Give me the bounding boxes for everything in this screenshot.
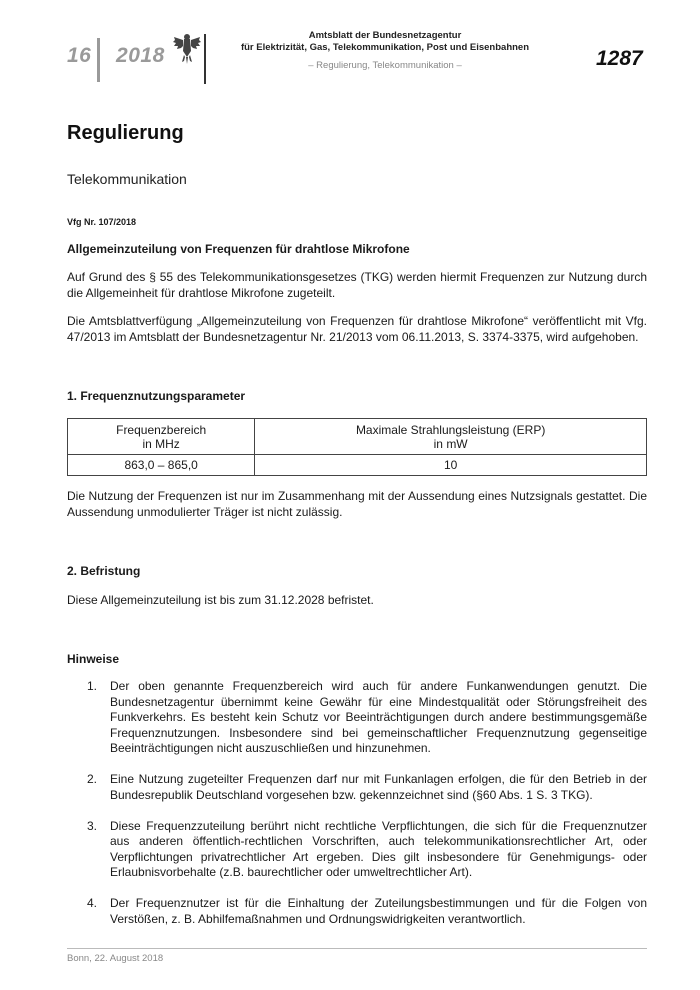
list-item-number: 3. <box>87 818 98 833</box>
gazette-subtitle: – Regulierung, Telekommunikation – <box>308 60 462 71</box>
document-title: Allgemeinzuteilung von Frequenzen für drahtlose Mikrofone <box>67 242 410 256</box>
list-item-text: Eine Nutzung zugeteilter Frequenzen darf nur mit Funkanlagen erfolgen, die für den Betrieb in der Bundesrepublik Deutschland vorgesehen bzw. gekennzeichnet sind (§60 Abs. 1 S. 3 TKG). <box>110 772 647 802</box>
list-item-text: Der oben genannte Frequenzbereich wird auch für andere Funkanwendungen genutzt. Die Bundesnetzagentur übernimmt keine Gewähr für eine Mindestqualität oder Störungsfreiheit des Funkverkehrs. Es besteht kein Schutz vor Beeinträchtigungen durch andere bestimmungsgemäße Frequenznutzungen. Insbesondere sind bei gemeinschaftlicher Frequenznutzung gegenseitige Beeinträchtigungen nicht auszuschließen und hinzunehmen. <box>110 679 647 755</box>
intro-paragraph-2: Die Amtsblattverfügung „Allgemeinzuteilung von Frequenzen für drahtlose Mikrofone“ veröffentlicht mit Vfg. 47/2013 im Amtsblatt der Bundesnetzagentur Nr. 21/2013 vom 06.11.2013, S. 3374-3375, wird aufgehoben. <box>67 314 647 344</box>
list-item-number: 2. <box>87 772 98 786</box>
gazette-title <box>210 30 560 54</box>
intro-paragraph-1: Auf Grund des § 55 des Telekommunikationsgesetzes (TKG) werden hiermit Frequenzen zur Nutzung durch die Allgemeinheit für drahtlose Mikrofone zugeteilt. <box>67 270 647 300</box>
frequency-header-unit: in MHz <box>142 436 180 451</box>
issue-label <box>67 44 165 68</box>
header-divider <box>204 34 206 84</box>
federal-eagle-icon <box>172 31 202 65</box>
list-item <box>67 819 647 881</box>
table-header-power <box>255 419 647 455</box>
list-item <box>67 896 647 927</box>
section1-heading: 1. Frequenznutzungsparameter <box>67 389 246 403</box>
power-header-label: Maximale Strahlungsleistung (ERP) <box>355 422 546 437</box>
section-title: Regulierung <box>67 122 184 144</box>
hinweise-list <box>67 679 647 943</box>
table-header-row <box>68 419 647 455</box>
table-header-frequency <box>68 419 255 455</box>
gazette-title-line1: Amtsblatt der Bundesnetzagentur <box>308 30 462 41</box>
list-item-text: Diese Frequenzzuteilung berührt nicht rechtliche Verpflichtungen, die sich für die Frequenznutzer aus anderen öffentlich-rechtlichen Vorschriften, auch telekommunikationsrechtlicher Art, oder Verpflichtungen privatrechtlicher Art ergeben. Dies gilt insbesondere für Genehmigungs- oder Erlaubnisvorbehalte (z.B. baurechtlicher oder umweltrechtlicher Art). <box>110 818 647 879</box>
frequency-header-label: Frequenzbereich <box>116 422 207 437</box>
power-cell: 10 <box>255 455 647 476</box>
list-item-number: 4. <box>87 896 98 910</box>
section1-note: Die Nutzung der Frequenzen ist nur im Zusammenhang mit der Aussendung eines Nutzsignals gestattet. Die Aussendung unmodulierter Träger ist nicht zulässig. <box>67 489 647 519</box>
issue-year: 2018 <box>116 44 165 67</box>
footer-date: Bonn, 22. August 2018 <box>67 953 164 964</box>
list-item-number: 1. <box>87 679 98 693</box>
frequency-table <box>67 418 647 476</box>
list-item <box>67 772 647 803</box>
page-number: 1287 <box>596 47 643 70</box>
issue-divider <box>97 38 100 82</box>
power-header-unit: in mW <box>433 436 468 451</box>
frequency-cell: 863,0 – 865,0 <box>68 455 255 476</box>
section2-heading: 2. Befristung <box>67 564 141 578</box>
issue-number: 16 <box>67 44 92 67</box>
list-item-text: Der Frequenznutzer ist für die Einhaltung der Zuteilungsbestimmungen und für die Folgen von Verstößen, z. B. Abhilfemaßnahmen und Ordnungswidrigkeiten verantwortlich. <box>110 896 647 926</box>
gazette-title-line2: für Elektrizität, Gas, Telekommunikation, Post und Eisenbahnen <box>240 42 530 53</box>
hinweise-heading: Hinweise <box>67 652 120 666</box>
list-item <box>67 679 647 757</box>
section2-text: Diese Allgemeinzuteilung ist bis zum 31.12.2028 befristet. <box>67 593 374 607</box>
table-row <box>68 455 647 476</box>
footer-divider <box>67 948 647 949</box>
vfg-number: Vfg Nr. 107/2018 <box>67 217 137 227</box>
subsection-title: Telekommunikation <box>67 171 187 187</box>
